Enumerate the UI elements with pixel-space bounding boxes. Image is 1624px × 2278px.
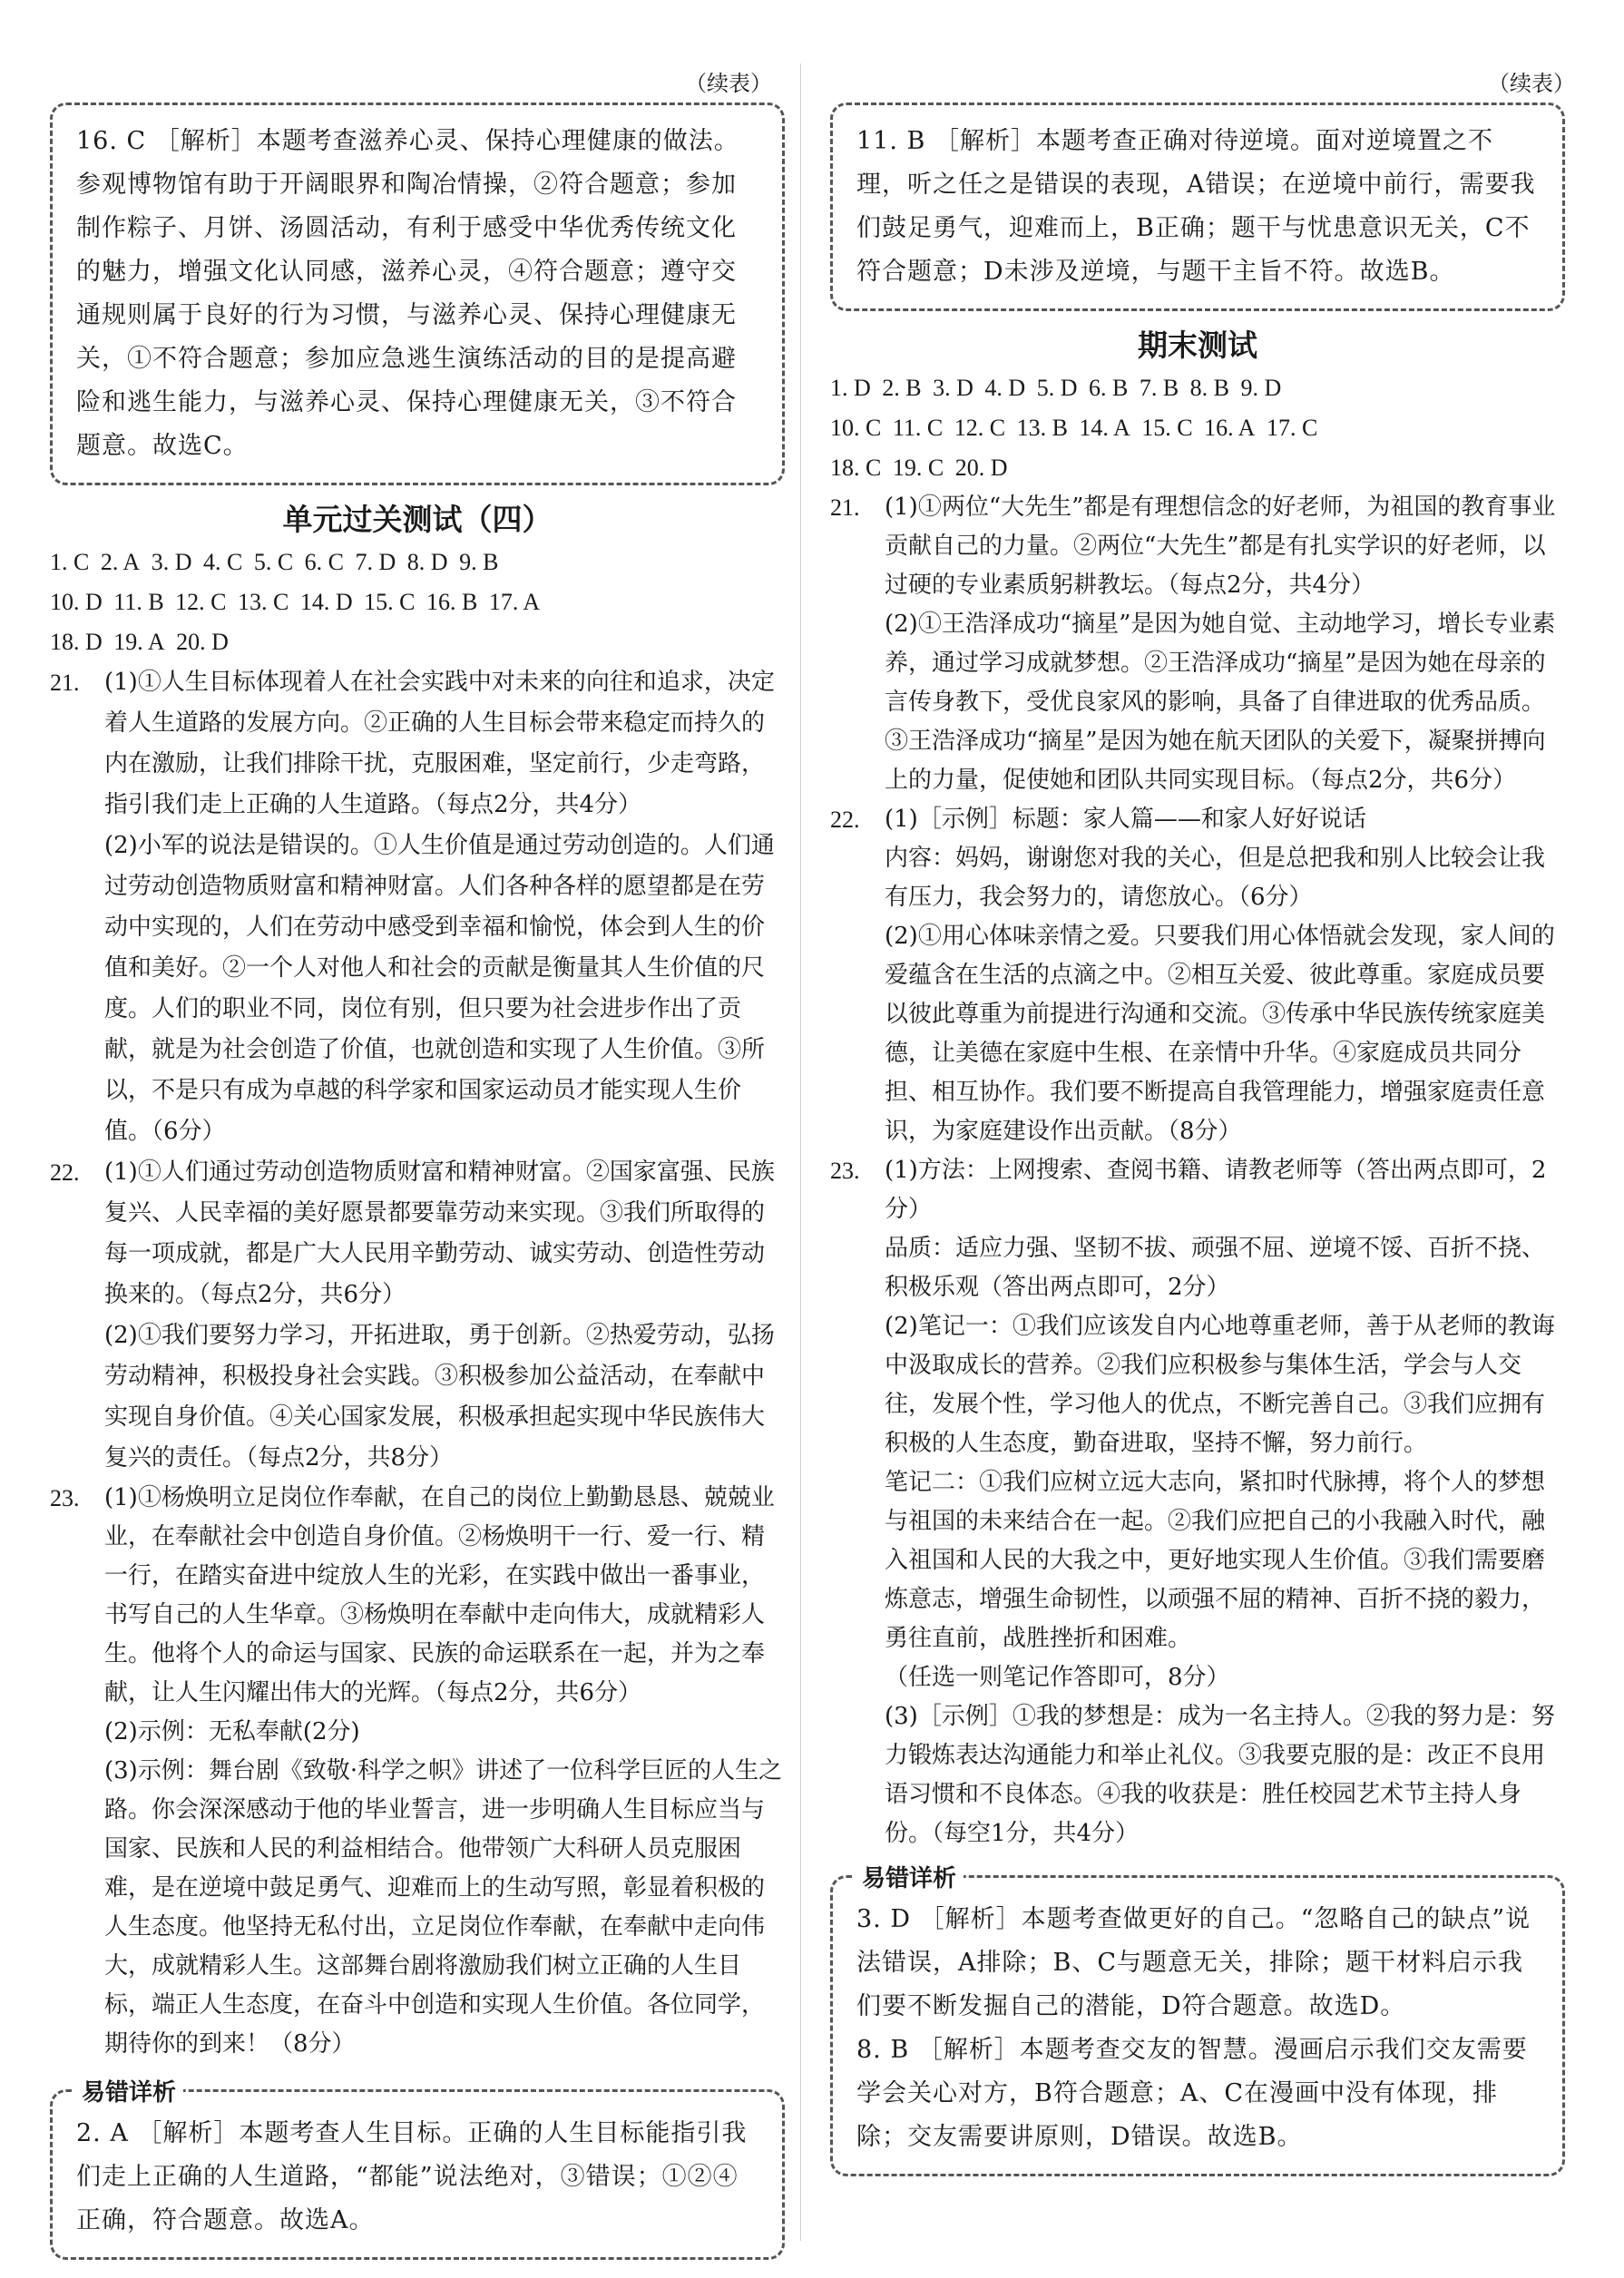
answer: 15. C — [364, 589, 416, 615]
answer: 10. D — [50, 589, 103, 615]
answer: 2. A — [100, 549, 141, 575]
answer: 19. A — [113, 629, 165, 655]
answer-row-1 — [830, 368, 1565, 408]
answer: 12. C — [954, 415, 1006, 441]
error-analysis-2: 2. A ［解析］本题考查人生目标。正确的人生目标能指引我们走上正确的人生道路，“都能”说法绝对，③错误；①②④正确，符合题意。故选A。 — [76, 2119, 748, 2234]
question-23 — [830, 1151, 1565, 1853]
answer-paragraph: 笔记二：①我们应树立远大志向，紧扣时代脉搏，将个人的梦想与祖国的未来结合在一起。②我们应把自己的小我融入时代，融入祖国和人民的大我之中，更好地实现人生价值。③我们需要磨炼意志，增强生命韧性，以顽强不屈的精神、百折不挠的毅力，勇往直前，战胜挫折和困难。 — [885, 1469, 1546, 1652]
answer-paragraph: (2)①王浩泽成功“摘星”是因为她自觉、主动地学习，增长专业素养，通过学习成就梦想。②王浩泽成功“摘星”是因为她在母亲的言传身教下，受优良家风的影响，具备了自律进取的优秀品质。③王浩泽成功“摘星”是因为她在航天团队的关爱下，凝聚拼搏向上的力量，促使她和团队共同实现目标。（每点2分，共6分） — [885, 611, 1556, 794]
answer: 9. B — [459, 549, 499, 575]
answer-paragraph: (1)①人们通过劳动创造物质财富和精神财富。②国家富强、民族复兴、人民幸福的美好愿景都要靠劳动来实现。③我们所取得的每一项成就，都是广大人民用辛勤劳动、诚实劳动、创造性劳动换来的。（每点2分，共6分） — [104, 1159, 775, 1308]
answer: 12. C — [175, 589, 227, 615]
error-analysis-3: 3. D ［解析］本题考查做更好的自己。“忽略自己的缺点”说法错误，A排除；B、C与题意无关，排除；题干材料启示我们要不断发掘自己的潜能，D符合题意。故选D。 — [856, 1905, 1531, 2020]
answer: 14. D — [299, 589, 353, 615]
right-column — [830, 95, 1565, 2187]
answer: 11. B — [113, 589, 164, 615]
answer: 13. B — [1016, 415, 1068, 441]
answer: 15. C — [1141, 415, 1193, 441]
column-divider — [800, 64, 801, 2241]
answer: 10. C — [830, 415, 882, 441]
answer: 9. D — [1240, 375, 1282, 401]
question-number: 22. — [830, 807, 860, 833]
answer-paragraph: (2)笔记一：①我们应该发自内心地尊重老师，善于从老师的教诲中汲取成长的营养。②我们应积极参与集体生活，学会与人交往，发展个性，学习他人的优点，不断完善自己。③我们应拥有积极的人生态度，勤奋进取，坚持不懈，努力前行。 — [885, 1313, 1555, 1457]
answer: 7. D — [355, 549, 396, 575]
question-number: 23. — [50, 1485, 80, 1511]
error-analysis-box-right — [830, 1865, 1565, 2176]
continued-label-left: （续表） — [685, 71, 772, 96]
answer: 6. B — [1088, 375, 1129, 401]
answer: 8. D — [406, 549, 448, 575]
answer: 8. B — [1189, 375, 1229, 401]
question-number: 23. — [830, 1158, 860, 1184]
answer: 17. A — [488, 589, 541, 615]
answer: 20. D — [176, 629, 229, 655]
answer-row-3 — [50, 622, 785, 662]
continued-label-right: （续表） — [1488, 71, 1575, 96]
answer: 5. C — [253, 549, 294, 575]
answer: 1. C — [50, 549, 90, 575]
answer-paragraph: (2)①我们要努力学习，开拓进取，勇于创新。②热爱劳动，弘扬劳动精神，积极投身社会实践。③积极参加公益活动，在奉献中实现自身价值。④关心国家发展，积极承担起实现中华民族伟大复兴的责任。（每点2分，共8分） — [104, 1322, 775, 1471]
answer: 1. D — [830, 375, 871, 401]
answer: 3. D — [151, 549, 192, 575]
question-21 — [50, 662, 785, 1152]
answer-paragraph: （任选一则笔记作答即可，8分） — [885, 1664, 1230, 1691]
answer: 11. C — [892, 415, 944, 441]
answer-paragraph: (2)示例：无私奉献(2分) — [104, 1718, 360, 1745]
question-22 — [50, 1152, 785, 1479]
left-column — [50, 95, 785, 2271]
answer: 4. D — [984, 375, 1026, 401]
answer-paragraph: (1)①杨焕明立足岗位作奉献，在自己的岗位上勤勤恳恳、兢兢业业，在奉献社会中创造自身价值。②杨焕明干一行、爱一行、精一行，在踏实奋进中绽放人生的光彩，在实践中做出一番事业，书写自己的人生华章。③杨焕明在奉献中走向伟大，成就精彩人生。他将个人的命运与国家、民族的命运联系在一起，并为之奉献，让人生闪耀出伟大的光辉。（每点2分，共6分） — [104, 1484, 775, 1706]
answer: 16. B — [426, 589, 478, 615]
answer: 5. D — [1036, 375, 1078, 401]
answer: 13. C — [238, 589, 289, 615]
answer: 6. C — [304, 549, 344, 575]
answer: 3. D — [933, 375, 973, 401]
error-analysis-box-left — [50, 2079, 785, 2260]
question-number: 21. — [830, 494, 860, 521]
note-16-text: 16. C ［解析］本题考查滋养心灵、保持心理健康的做法。参观博物馆有助于开阔眼界和陶冶情操，②符合题意；参加制作粽子、月饼、汤圆活动，有利于感受中华优秀传统文化的魅力，增强文化认同感，滋养心灵，④符合题意；遵守交通规则属于良好的行为习惯，与滋养心灵、保持心理健康无关，①不符合题意；参加应急逃生演练活动的目的是提高避险和逃生能力，与滋养心灵、保持心理健康无关，③不符合题意。故选C。 — [76, 127, 739, 460]
answer: 16. A — [1204, 415, 1256, 441]
answer-paragraph: (1)①两位“大先生”都是有理想信念的好老师，为祖国的教育事业贡献自己的力量。②两位“大先生”都是有扎实学识的好老师，以过硬的专业素质躬耕教坛。（每点2分，共4分） — [885, 494, 1556, 599]
answer-row-2 — [830, 408, 1565, 448]
note-11-text: 11. B ［解析］本题考查正确对待逆境。面对逆境置之不理，听之任之是错误的表现，A错误；在逆境中前行，需要我们鼓足勇气，迎难而上，B正确；题干与忧患意识无关，C不符合题意；D未涉及逆境，与题干主旨不符。故选B。 — [856, 127, 1536, 286]
section-title-final: 期末测试 — [1138, 328, 1257, 363]
answer-paragraph: 品质：适应力强、坚韧不拔、顽强不屈、逆境不馁、百折不挠、积极乐观（答出两点即可，2分） — [885, 1235, 1546, 1301]
error-analysis-title: 易错详析 — [855, 1860, 964, 1893]
answer-paragraph: (3)［示例］①我的梦想是：成为一名主持人。②我的努力是：努力锻炼表达沟通能力和举止礼仪。③我要克服的是：改正不良用语习惯和不良体态。④我的收获是：胜任校园艺术节主持人身份。（每空1分，共4分） — [885, 1703, 1555, 1847]
answer-paragraph: (2)①用心体味亲情之爱。只要我们用心体悟就会发现，家人间的爱蕴含在生活的点滴之中。②相互关爱、彼此尊重。家庭成员要以彼此尊重为前提进行沟通和交流。③传承中华民族传统家庭美德，让美德在家庭中生根、在亲情中升华。④家庭成员共同分担、相互协作。我们要不断提高自我管理能力，增强家庭责任意识，为家庭建设作出贡献。（8分） — [885, 923, 1555, 1145]
answer: 4. C — [202, 549, 243, 575]
question-21 — [830, 488, 1565, 800]
question-number: 22. — [50, 1159, 80, 1186]
note-box-16 — [50, 103, 785, 485]
answer: 18. C — [830, 455, 882, 481]
answer: 19. C — [892, 455, 944, 481]
question-number: 21. — [50, 670, 80, 696]
answer: 2. B — [882, 375, 922, 401]
answer-paragraph: (3)示例：舞台剧《致敬·科学之帜》讲述了一位科学巨匠的人生之路。你会深深感动于他的毕业誓言，进一步明确人生目标应当与国家、民族和人民的利益相结合。他带领广大科研人员克服困难，是在逆境中鼓足勇气、迎难而上的生动写照，彰显着积极的人生态度。他坚持无私付出，立足岗位作奉献，在奉献中走向伟大，成就精彩人生。这部舞台剧将激励我们树立正确的人生目标，端正人生态度，在奋斗中创造和实现人生价值。各位同学，期待你的到来！（8分） — [104, 1757, 783, 2058]
question-22 — [830, 800, 1565, 1151]
note-box-11 — [830, 103, 1565, 311]
answer-row-2 — [50, 582, 785, 622]
error-analysis-8: 8. B ［解析］本题考查交友的智慧。漫画启示我们交友需要学会关心对方，B符合题意；A、C在漫画中没有体现，排除；交友需要讲原则，D错误。故选B。 — [856, 2036, 1528, 2151]
answer: 18. D — [50, 629, 103, 655]
answer-paragraph: (1)①人生目标体现着人在社会实践中对未来的向往和追求，决定着人生道路的发展方向。②正确的人生目标会带来稳定而持久的内在激励，让我们排除干扰，克服困难，坚定前行，少走弯路，指引我们走上正确的人生道路。（每点2分，共4分） — [104, 669, 775, 818]
answer-paragraph: 内容：妈妈，谢谢您对我的关心，但是总把我和别人比较会让我有压力，我会努力的，请您放心。（6分） — [885, 845, 1546, 911]
section-title-unit4: 单元过关测试（四） — [282, 502, 553, 537]
answer: 14. A — [1079, 415, 1130, 441]
answer-row-1 — [50, 543, 785, 582]
answer-row-3 — [830, 448, 1565, 488]
answer-paragraph: (2)小军的说法是错误的。①人生价值是通过劳动创造的。人们通过劳动创造物质财富和精神财富。人们各种各样的愿望都是在劳动中实现的，人们在劳动中感受到幸福和愉悦，体会到人生的价值和美好。②一个人对他人和社会的贡献是衡量其人生价值的尺度。人们的职业不同，岗位有别，但只要为社会进步作出了贡献，就是为社会创造了价值，也就创造和实现了人生价值。③所以，不是只有成为卓越的科学家和国家运动员才能实现人生价值。（6分） — [104, 832, 775, 1145]
error-analysis-title: 易错详析 — [74, 2074, 183, 2107]
answer: 17. C — [1266, 415, 1318, 441]
answer: 20. D — [954, 455, 1008, 481]
question-23 — [50, 1479, 785, 2064]
answer-paragraph: (1)方法：上网搜索、查阅书籍、请教老师等（答出两点即可，2分） — [885, 1157, 1547, 1223]
answer-paragraph: (1)［示例］标题：家人篇——和家人好好说话 — [885, 806, 1366, 833]
answer: 7. B — [1139, 375, 1179, 401]
